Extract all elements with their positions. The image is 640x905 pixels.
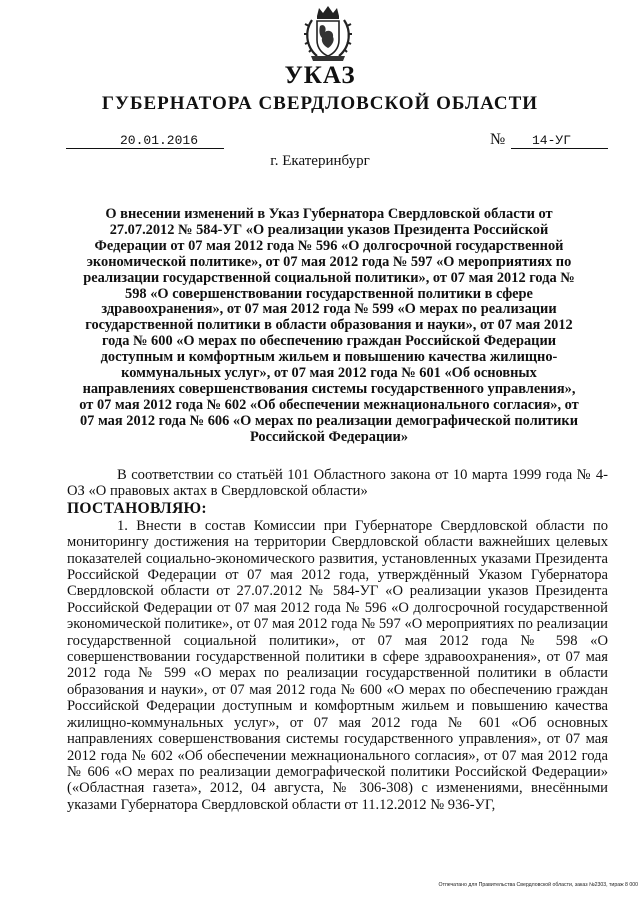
- issuer-title: ГУБЕРНАТОРА СВЕРДЛОВСКОЙ ОБЛАСТИ: [101, 93, 539, 114]
- document-date: 20.01.2016: [120, 133, 199, 148]
- document-body: [67, 467, 608, 813]
- preamble-paragraph: В соответствии со статьёй 101 Областного закона от 10 марта 1999 года № 4-ОЗ «О правовых актах в Свердловской области»: [67, 467, 608, 500]
- document-title: О внесении изменений в Указ Губернатора Свердловской области от 27.07.2012 № 584-УГ «О реализации указов Президента Российской Федерации от 07 мая 2012 года № 596 «О долгосрочной государственной экономической политике», от 07 мая 2012 года № 597 «О мероприятиях по реализации государственной социальной политики», от 07 мая 2012 года № 598 «О совершенствовании государственной политики в сфере здравоохранения», от 07 мая 2012 года № 599 «О мерах по реализации государственной политики в области образования и науки», от 07 мая 2012 года № 600 «О мерах по обеспечению граждан Российской Федерации доступным и комфортным жильем и повышению качества жилищно-коммунальных услуг», от 07 мая 2012 года № 601 «Об основных направлениях совершенствования системы государственного управления», от 07 мая 2012 года № 602 «Об обеспечении межнационального согласия», от 07 мая 2012 года № 606 «О мерах по реализации демографической политики Российской Федерации»: [79, 206, 579, 445]
- city: г. Екатеринбург: [270, 153, 370, 169]
- date-underline: [66, 148, 224, 149]
- number-sign: №: [490, 131, 506, 148]
- sverdlovsk-coat-of-arms-icon: [303, 4, 353, 62]
- document-type-title: УКАЗ: [284, 62, 356, 89]
- print-note: Отпечатано для Правительства Свердловской области, заказ №2303, тираж 8 000: [438, 882, 638, 888]
- number-underline: [511, 148, 608, 149]
- document-number: 14-УГ: [532, 133, 572, 148]
- item-1-paragraph: 1. Внести в состав Комиссии при Губернаторе Свердловской области по мониторингу достижения на территории Свердловской области важнейших целевых показателей социально-экономического развития, установленных указами Президента Российской Федерации от 07 мая 2012 года, утверждённый Указом Губернатора Свердловской области от 27.07.2012 № 584-УГ «О реализации указов Президента Российской Федерации от 07 мая 2012 года № 596 «О долгосрочной государственной экономической политике», от 07 мая 2012 года № 597 «О мероприятиях по реализации государственной социальной политики», от 07 мая 2012 года № 598 «О совершенствовании государственной политики в сфере здравоохранения», от 07 мая 2012 года № 599 «О мерах по реализации государственной политики в области образования и науки», от 07 мая 2012 года № 600 «О мерах по обеспечению граждан Российской Федерации доступным и комфортным жильем и повышению качества жилищно-коммунальных услуг», от 07 мая 2012 года № 601 «Об основных направлениях совершенствования системы государственного управления», от 07 мая 2012 года № 602 «Об обеспечении межнационального согласия», от 07 мая 2012 года № 606 «О мерах по реализации демографической политики Российской Федерации» («Областная газета», 2012, 04 августа, № 306-308) с изменениями, внесёнными указами Губернатора Свердловской области от 11.12.2012 № 936-УГ,: [67, 517, 608, 813]
- decree-heading: ПОСТАНОВЛЯЮ:: [67, 499, 207, 517]
